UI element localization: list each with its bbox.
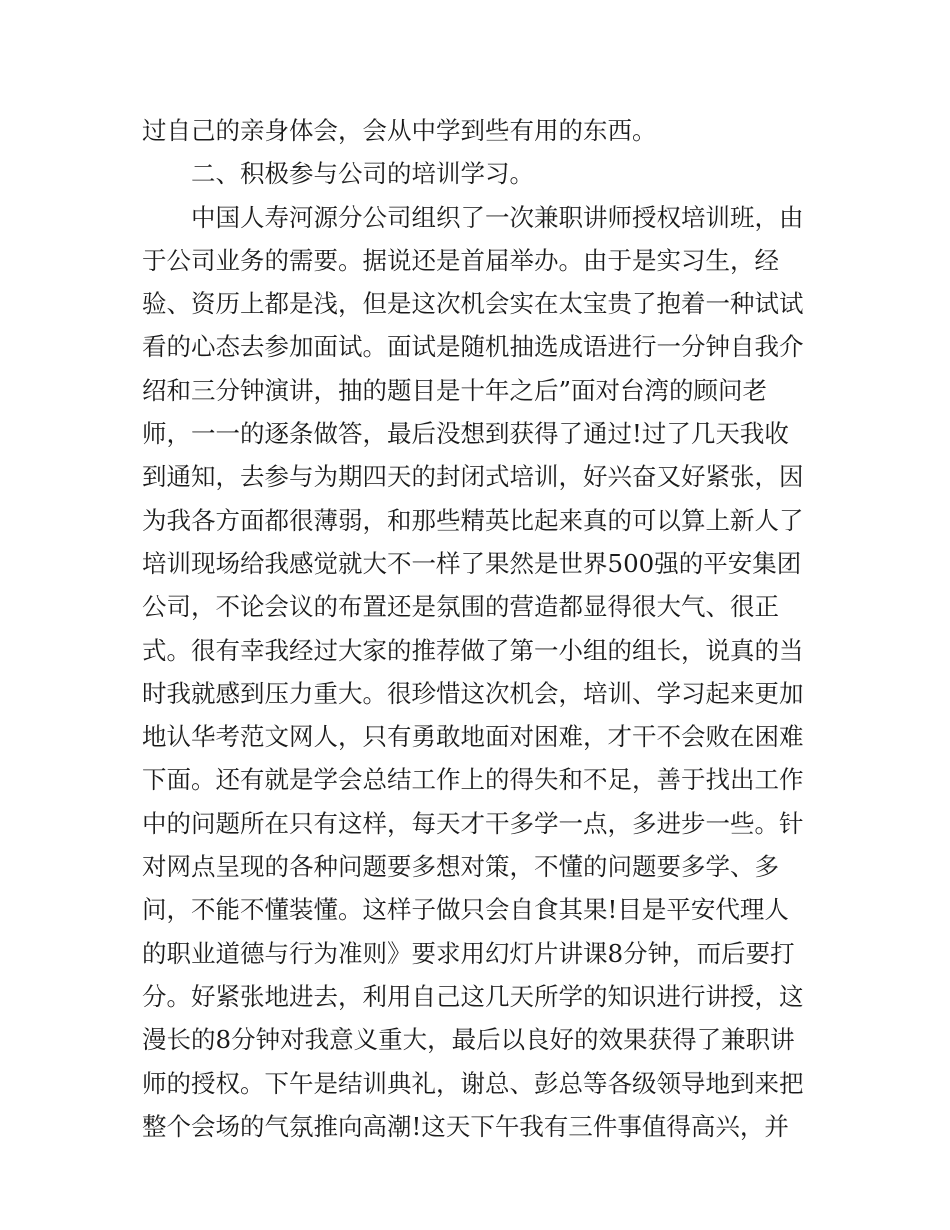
text-line: 的职业道德与行为准则》要求用幻灯片讲课8分钟，而后要打: [142, 938, 795, 968]
text-line: 于公司业务的需要。据说还是首届举办。由于是实习生，经: [142, 245, 779, 275]
section-heading: 二、积极参与公司的培训学习。: [191, 159, 534, 189]
text-line: 整个会场的气氛推向高潮!这天下午我有三件事值得高兴，并: [142, 1111, 789, 1141]
text-line: 为我各方面都很薄弱，和那些精英比起来真的可以算上新人了: [142, 505, 804, 535]
text-line: 看的心态去参加面试。面试是随机抽选成语进行一分钟自我介: [142, 332, 804, 362]
text-line: 对网点呈现的各种问题要多想对策，不懂的问题要多学、多: [142, 852, 779, 882]
text-line: 到通知，去参与为期四天的封闭式培训，好兴奋又好紧张，因: [142, 462, 804, 492]
text-line: 式。很有幸我经过大家的推荐做了第一小组的组长，说真的当: [142, 635, 804, 665]
body-text: [142, 109, 812, 1148]
text-line: 下面。还有就是学会总结工作上的得失和不足，善于找出工作: [142, 765, 804, 795]
text-line: 时我就感到压力重大。很珍惜这次机会，培训、学习起来更加: [142, 678, 804, 708]
text-line: 分。好紧张地进去，利用自己这几天所学的知识进行讲授，这: [142, 981, 804, 1011]
text-line: 问，不能不懂装懂。这样子做只会自食其果!目是平安代理人: [142, 895, 789, 925]
text-line: 漫长的8分钟对我意义重大，最后以良好的效果获得了兼职讲: [142, 1025, 795, 1055]
text-line: 验、资历上都是浅，但是这次机会实在太宝贵了抱着一种试试: [142, 289, 804, 319]
text-line: 公司，不论会议的布置还是氛围的营造都显得很大气、很正: [142, 592, 779, 622]
text-line: 师的授权。下午是结训典礼，谢总、彭总等各级领导地到来把: [142, 1068, 804, 1098]
text-line: 中国人寿河源分公司组织了一次兼职讲师授权培训班，由: [191, 202, 804, 232]
text-line: 师，一一的逐条做答，最后没想到获得了通过!过了几天我收: [142, 419, 789, 449]
text-line: 培训现场给我感觉就大不一样了果然是世界500强的平安集团: [142, 548, 802, 578]
text-line: 过自己的亲身体会，会从中学到些有用的东西。: [142, 116, 657, 145]
text-line: 绍和三分钟演讲，抽的题目是十年之后”面对台湾的顾问老: [142, 375, 768, 405]
text-line: 地认华考范文网人，只有勇敢地面对困难，才干不会败在困难: [142, 722, 804, 752]
text-line: 中的问题所在只有这样，每天才干多学一点，多进步一些。针: [142, 808, 804, 838]
